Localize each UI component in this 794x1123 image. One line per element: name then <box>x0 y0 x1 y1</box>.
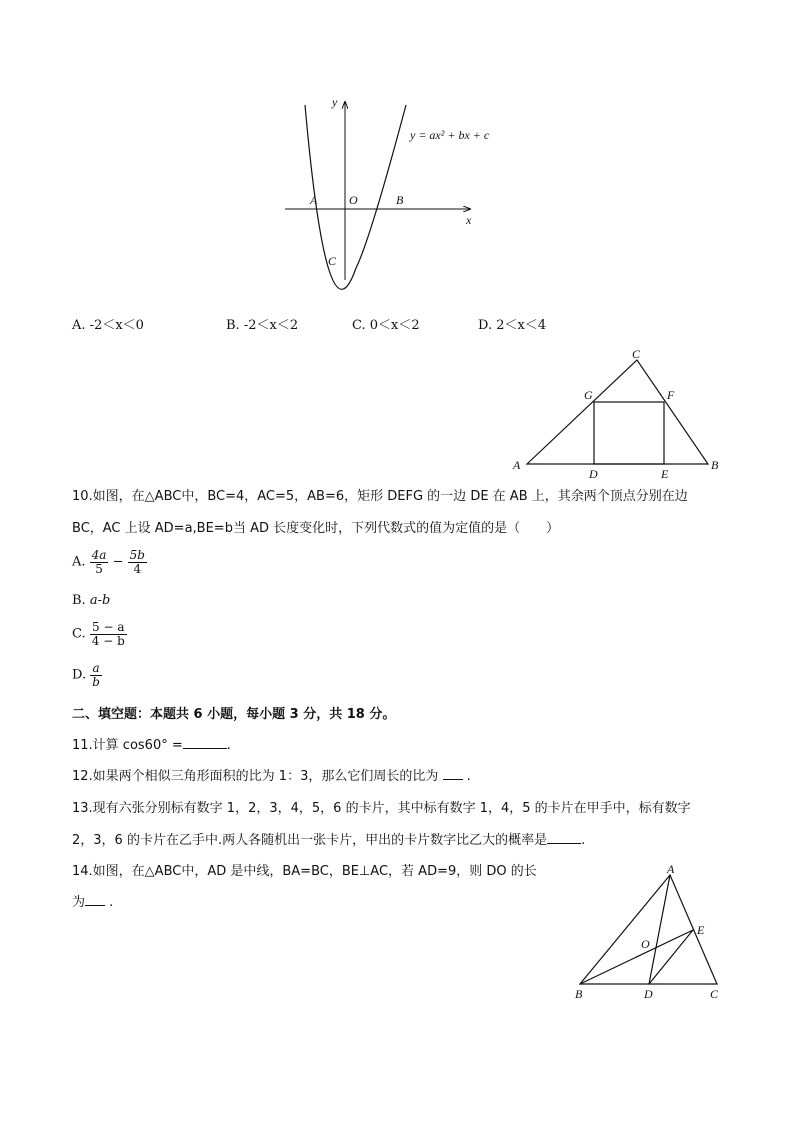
q14-line2 <box>72 895 113 911</box>
q9-option-c-text: 0＜x＜2 <box>369 318 420 333</box>
q10-option-d-den: b <box>92 675 100 689</box>
q9-option-c-letter: C. <box>352 318 366 333</box>
q10-option-d-letter: D. <box>72 667 87 683</box>
q12-end: . <box>466 769 471 784</box>
q9-option-a <box>72 318 144 334</box>
q11-blank[interactable] <box>183 748 227 749</box>
q9-option-c <box>352 318 420 334</box>
q10-option-a-frac2 <box>128 549 147 576</box>
triangle-abc <box>527 360 708 464</box>
rectangle-defg <box>594 402 664 464</box>
q14-line2-text: 为 <box>72 895 86 910</box>
q10-option-a-den2: 4 <box>133 562 142 576</box>
fig10-label-b: B <box>711 458 719 472</box>
fig14-label-o: O <box>641 937 650 951</box>
q10-option-c-frac <box>90 621 127 648</box>
fig10-label-a: A <box>513 458 521 472</box>
section2-heading: 二、填空题：本题共 6 小题，每小题 3 分，共 18 分。 <box>72 707 396 722</box>
label-o: O <box>349 193 358 207</box>
segment-ad <box>649 875 670 984</box>
q9-option-b-letter: B. <box>226 318 240 333</box>
q10-option-a-num2: 5b <box>129 548 145 562</box>
label-c: C <box>328 254 337 268</box>
fig14-label-b: B <box>575 987 583 1001</box>
q11-text: 11.计算 cos60° = <box>72 738 183 753</box>
q10-option-a-frac1 <box>90 549 109 576</box>
q11 <box>72 738 231 754</box>
fig14-label-e: E <box>697 923 705 937</box>
q10-option-d <box>72 662 102 689</box>
label-x: x <box>466 213 472 227</box>
fig14-label-d: D <box>644 987 653 1001</box>
q11-end: . <box>226 738 231 753</box>
fig14-label-a: A <box>667 862 675 876</box>
q9-option-d-letter: D. <box>478 318 493 333</box>
q12-text: 12.如果两个相似三角形面积的比为 1：3，那么它们周长的比为 <box>72 769 439 784</box>
q14-blank[interactable] <box>85 905 105 906</box>
segment-de <box>649 930 693 984</box>
q10-option-c-letter: C. <box>72 626 86 642</box>
q10-figure <box>505 340 745 485</box>
q14-end: . <box>109 895 114 910</box>
q10-option-a <box>72 549 147 576</box>
q9-option-b-text: -2＜x＜2 <box>243 318 299 333</box>
fig10-label-g: G <box>584 388 593 402</box>
q10-option-d-frac <box>90 662 102 689</box>
q9-option-d-text: 2＜x＜4 <box>496 318 547 333</box>
q10-line2: BC，AC 上设 AD=a,BE=b当 AD 长度变化时，下列代数式的值为定值的是（ ） <box>72 521 560 536</box>
q10-option-b <box>72 593 110 609</box>
q13-line1: 13.现有六张分别标有数字 1，2，3，4，5，6 的卡片，其中标有数字 1，4，5 的卡片在甲手中，标有数字 <box>72 801 691 816</box>
q10-line1: 10.如图，在△ABC中，BC=4，AC=5，AB=6，矩形 DEFG 的一边 DE 在 AB 上，其余两个顶点分别在边 <box>72 489 688 504</box>
q9-option-a-letter: A. <box>72 318 86 333</box>
label-b: B <box>396 193 404 207</box>
q10-option-d-num: a <box>90 662 102 676</box>
q10-option-b-text: a-b <box>89 593 111 608</box>
q13-end: . <box>581 833 586 848</box>
q13-line2 <box>72 833 585 849</box>
q13-line2-text: 2，3，6 的卡片在乙手中.两人各随机出一张卡片，甲出的卡片数字比乙大的概率是 <box>72 833 548 848</box>
q13-blank[interactable] <box>547 843 581 844</box>
parabola-graph <box>270 90 530 290</box>
q10-option-a-den1: 5 <box>95 562 103 576</box>
segment-be <box>580 930 693 984</box>
q10-option-a-minus: − <box>112 554 124 570</box>
q10-option-c <box>72 621 127 648</box>
q9-option-d <box>478 318 546 334</box>
q10-option-c-den: 4 − b <box>91 634 125 648</box>
q14-line1: 14.如图，在△ABC中，AD 是中线，BA=BC，BE⊥AC，若 AD=9，则 DO 的长 <box>72 864 537 879</box>
q10-option-c-num: 5 − a <box>90 621 127 635</box>
fig14-label-c: C <box>710 987 719 1001</box>
fig10-label-f: F <box>667 388 675 402</box>
q10-option-a-num1: 4a <box>91 548 107 562</box>
label-y: y <box>332 95 338 109</box>
q9-option-b <box>226 318 298 334</box>
fig10-label-d: D <box>589 467 598 481</box>
label-a: A <box>310 193 318 207</box>
q9-option-a-text: -2＜x＜0 <box>89 318 144 333</box>
equation-label: y = ax² + bx + c <box>410 128 490 142</box>
q12 <box>72 769 471 785</box>
q12-blank[interactable] <box>443 779 463 780</box>
fig10-label-e: E <box>661 467 669 481</box>
fig10-label-c: C <box>632 347 641 361</box>
q14-figure <box>565 860 745 1010</box>
q10-option-a-letter: A. <box>72 554 86 570</box>
q10-option-b-letter: B. <box>72 593 86 608</box>
